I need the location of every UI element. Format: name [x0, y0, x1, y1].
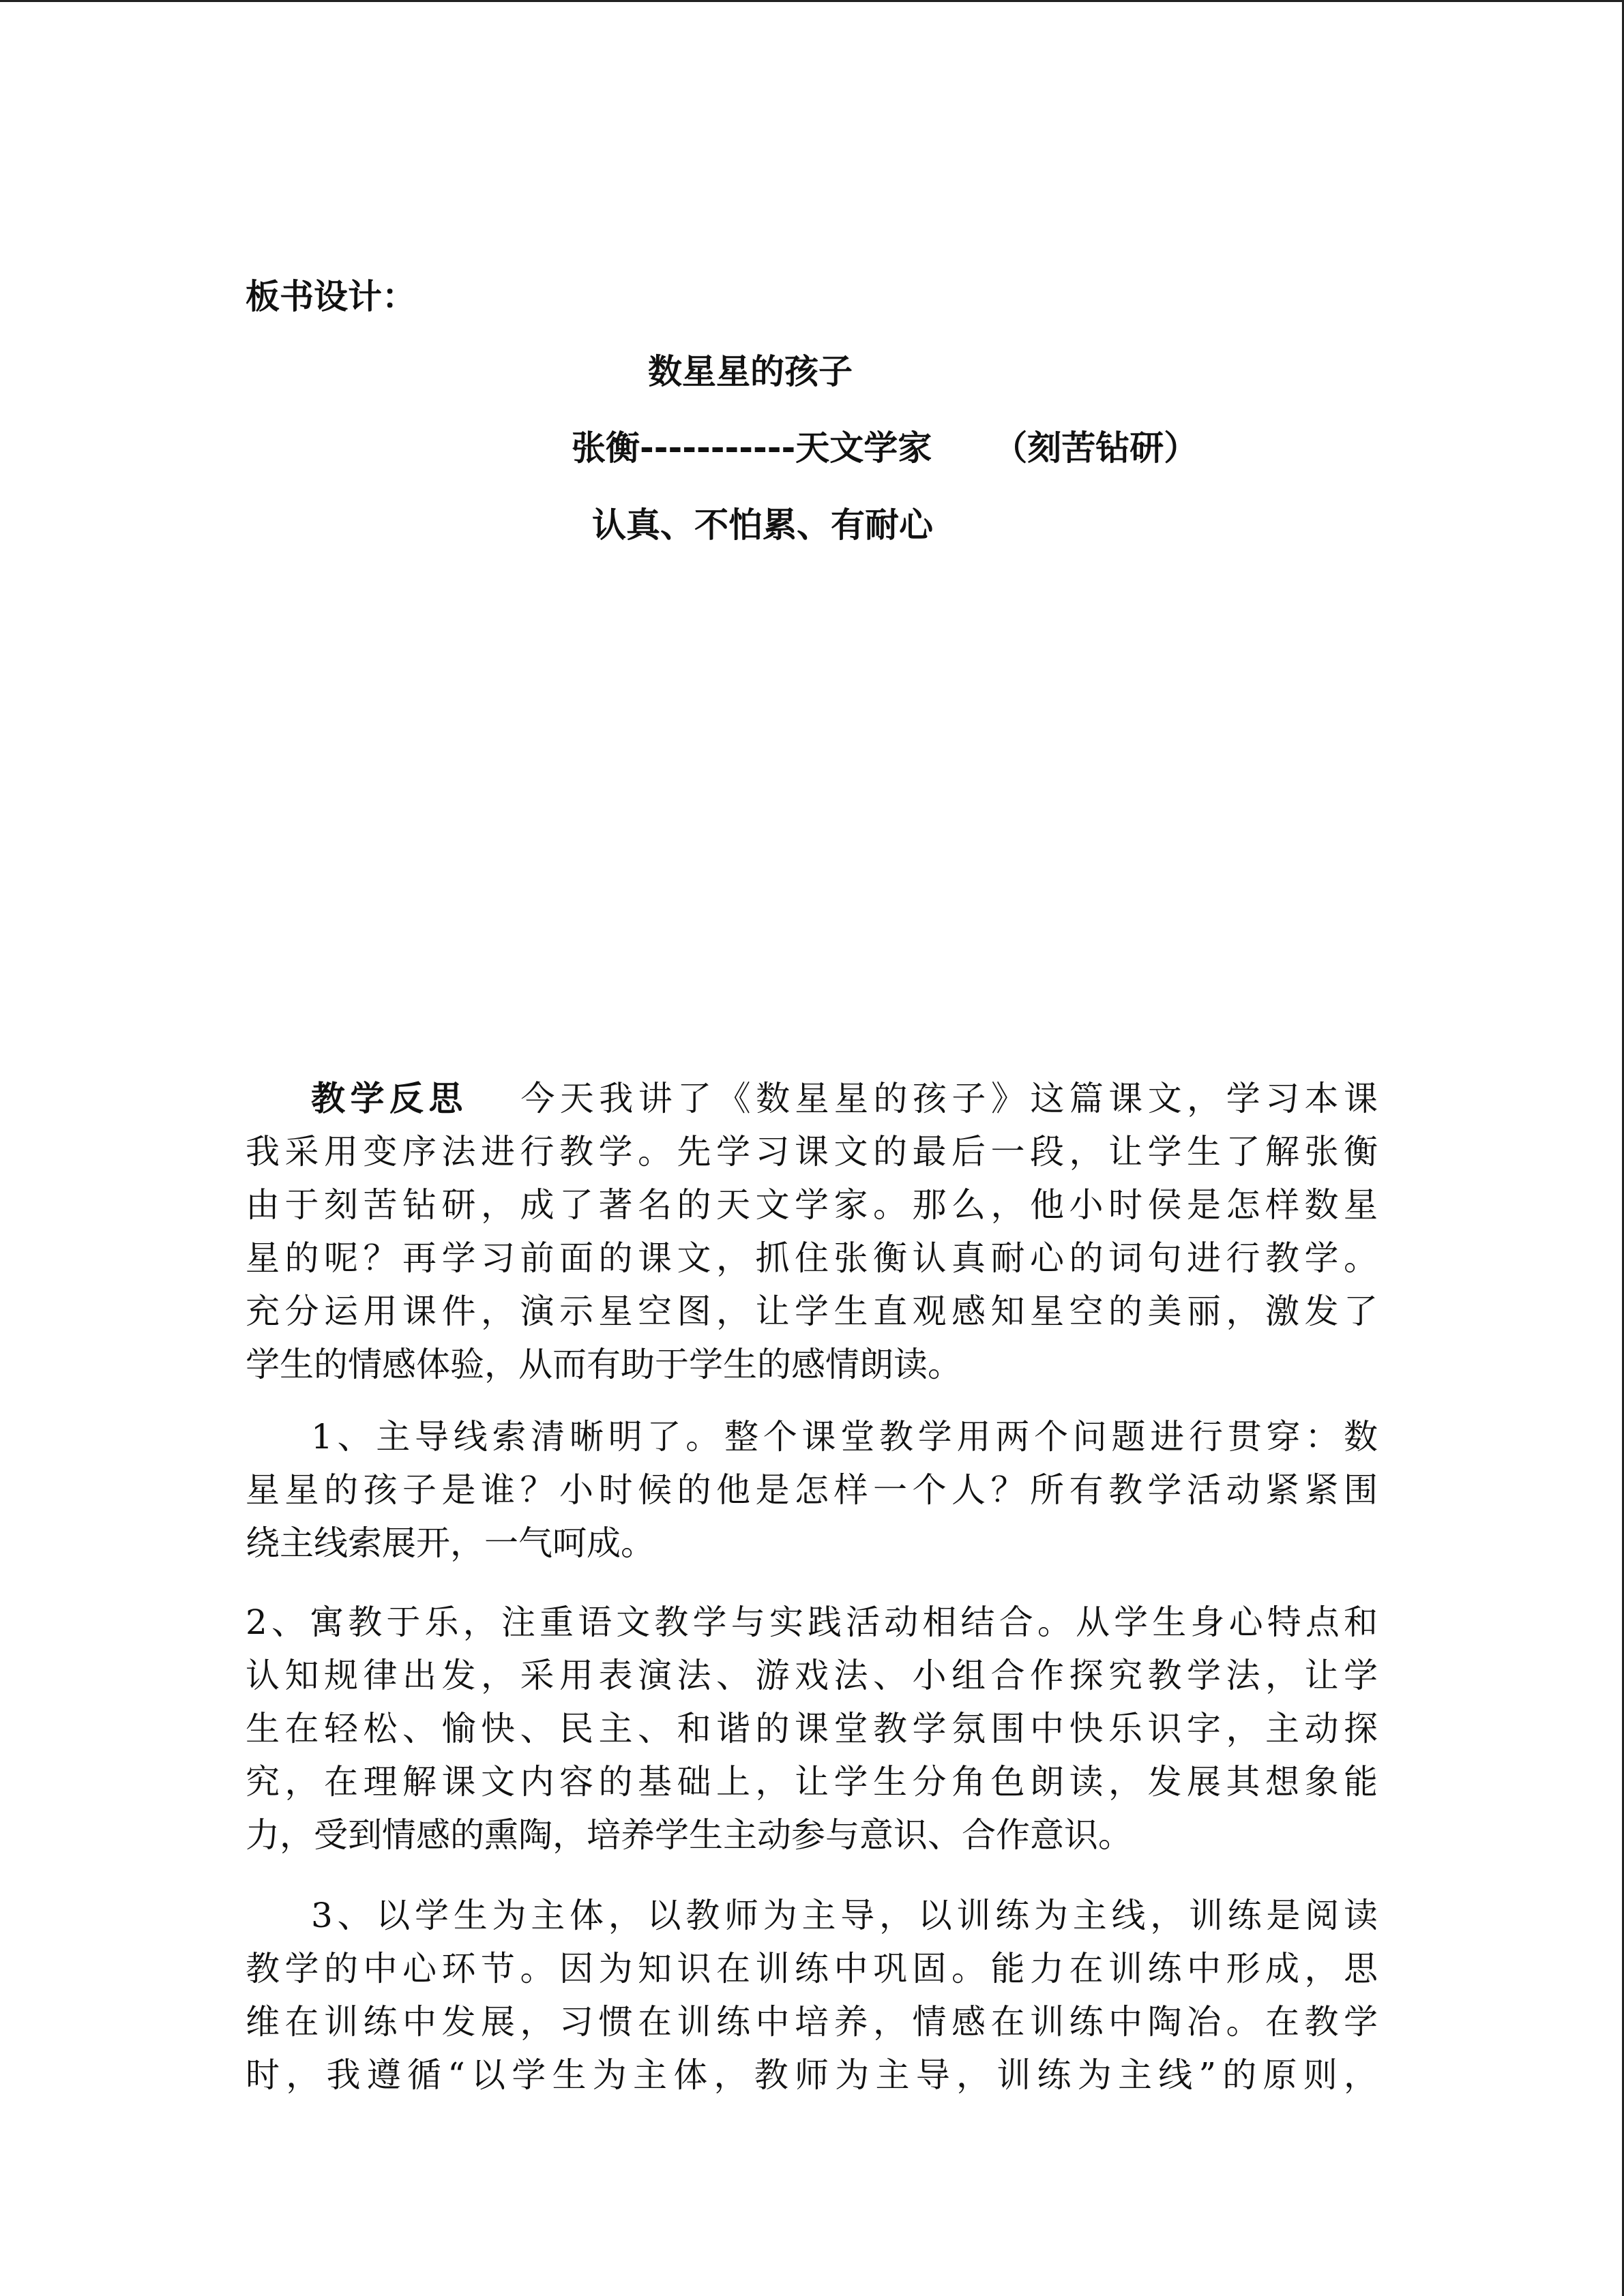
reflection-label: 教学反思: [311, 1079, 468, 1118]
point-line: 3、以学生为主体，以教师为主导，以训练为主线，训练是阅读: [311, 1896, 1378, 1935]
point-line: 究，在理解课文内容的基础上，让学生分角色朗读，发展其想象能: [246, 1762, 1378, 1802]
point-line: 绕主线索展开，一气呵成。: [246, 1523, 655, 1563]
point-line: 教学的中心环节。因为知识在训练中巩固。能力在训练中形成，思: [246, 1949, 1378, 1988]
board-virtues: 认真、不怕累、有耐心: [592, 505, 933, 545]
page-top-border: [0, 0, 1624, 2]
point-line: 星星的孩子是谁？小时候的他是怎样一个人？所有教学活动紧紧围: [246, 1470, 1378, 1510]
reflection-line: 由于刻苦钻研，成了著名的天文学家。那么，他小时侯是怎样数星: [246, 1185, 1378, 1225]
point-line: 认知规律出发，采用表演法、游戏法、小组合作探究教学法，让学: [246, 1656, 1378, 1695]
board-trait: （刻苦钻研）: [993, 428, 1198, 468]
point-line: 维在训练中发展，习惯在训练中培养，情感在训练中陶冶。在教学: [246, 2002, 1378, 2042]
board-title: 数星星的孩子: [648, 352, 853, 391]
teaching-reflection: [246, 1072, 1378, 1391]
board-person-line: [572, 424, 1198, 472]
board-role: 天文学家: [795, 428, 932, 468]
point-line: 2、寓教于乐，注重语文教学与实践活动相结合。从学生身心特点和: [246, 1602, 1378, 1642]
point-line: 时，我遵循“以学生为主体，教师为主导，训练为主线”的原则，: [246, 2055, 1378, 2095]
point-line: 生在轻松、愉快、民主、和谐的课堂教学氛围中快乐识字，主动探: [246, 1709, 1378, 1748]
point-line: 力，受到情感的熏陶，培养学生主动参与意识、合作意识。: [246, 1815, 1132, 1855]
reflection-line: 教学反思 今天我讲了《数星星的孩子》这篇课文，学习本课: [311, 1079, 1378, 1118]
board-design-heading: 板书设计：: [246, 277, 416, 316]
reflection-point-1: [246, 1410, 1378, 1570]
board-separator: -----------: [640, 428, 796, 468]
reflection-line: 我采用变序法进行教学。先学习课文的最后一段，让学生了解张衡: [246, 1132, 1378, 1172]
reflection-line: 星的呢？再学习前面的课文，抓住张衡认真耐心的词句进行教学。: [246, 1238, 1378, 1278]
reflection-line: 学生的情感体验，从而有助于学生的感情朗读。: [246, 1345, 962, 1384]
board-person: 张衡: [572, 428, 640, 468]
point-line: 1、主导线索清晰明了。整个课堂教学用两个问题进行贯穿：数: [311, 1417, 1378, 1457]
reflection-point-2: [246, 1596, 1378, 1862]
reflection-line: 充分运用课件，演示星空图，让学生直观感知星空的美丽，激发了: [246, 1292, 1378, 1331]
reflection-point-3: [246, 1889, 1378, 2102]
